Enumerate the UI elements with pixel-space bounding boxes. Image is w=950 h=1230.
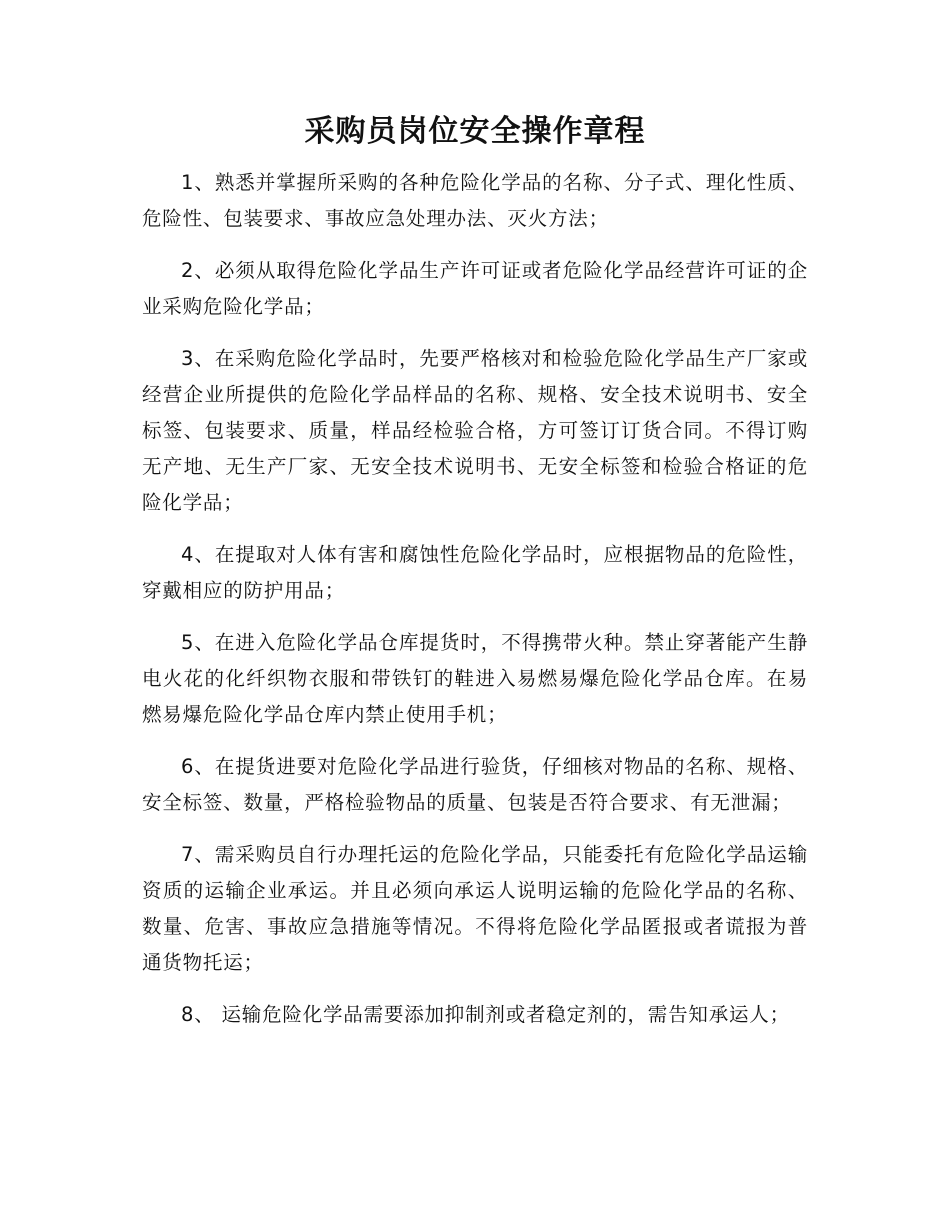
paragraph-8: 8、 运输危险化学品需要添加抑制剂或者稳定剂的，需告知承运人；	[181, 1003, 790, 1026]
document-body	[142, 165, 808, 1049]
document-title: 采购员岗位安全操作章程	[304, 114, 646, 149]
paragraph-7: 7、需采购员自行办理托运的危险化学品，只能委托有危险化学品运输资质的运输企业承运。并且必须向承运人说明运输的危险化学品的名称、数量、危害、事故应急措施等情况。不得将危险化学品匿报或者谎报为普通货物托运；	[142, 843, 808, 974]
paragraph-1: 1、熟悉并掌握所采购的各种危险化学品的名称、分子式、理化性质、危险性、包装要求、事故应急处理办法、灭火方法；	[142, 171, 808, 230]
paragraph-4: 4、在提取对人体有害和腐蚀性危险化学品时，应根据物品的危险性，穿戴相应的防护用品；	[142, 543, 808, 602]
paragraph-5: 5、在进入危险化学品仓库提货时，不得携带火种。禁止穿著能产生静电火花的化纤织物衣服和带铁钉的鞋进入易燃易爆危险化学品仓库。在易燃易爆危险化学品仓库内禁止使用手机；	[142, 631, 808, 726]
paragraph-6: 6、在提货进要对危险化学品进行验货，仔细核对物品的名称、规格、安全标签、数量，严格检验物品的质量、包装是否符合要求、有无泄漏；	[142, 755, 808, 814]
paragraph-2: 2、必须从取得危险化学品生产许可证或者危险化学品经营许可证的企业采购危险化学品；	[142, 259, 808, 318]
paragraph-3: 3、在采购危险化学品时，先要严格核对和检验危险化学品生产厂家或经营企业所提供的危险化学品样品的名称、规格、安全技术说明书、安全标签、包装要求、质量，样品经检验合格，方可签订订货合同。不得订购无产地、无生产厂家、无安全技术说明书、无安全标签和检验合格证的危险化学品；	[142, 347, 808, 514]
